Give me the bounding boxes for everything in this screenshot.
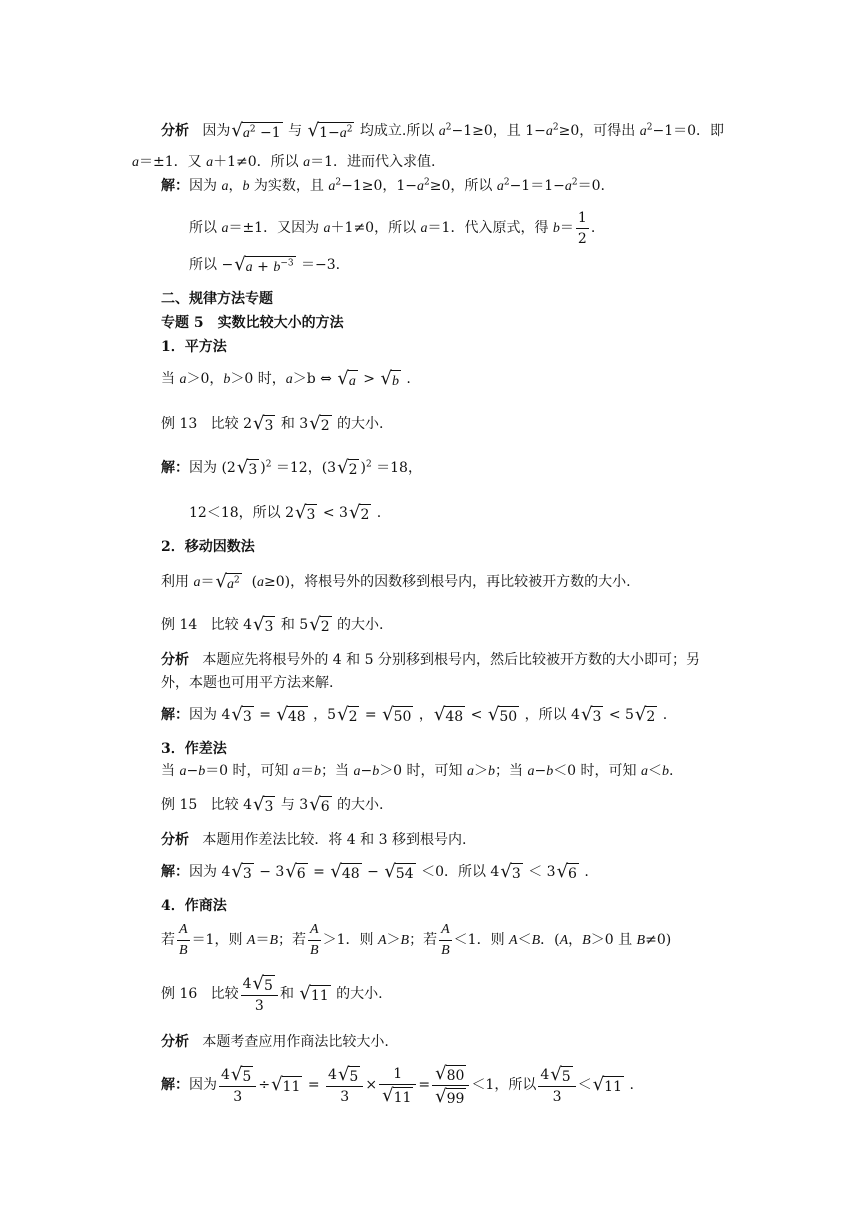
example-13: 例 13 比较 2√3 和 3√2 的大小. xyxy=(161,413,384,434)
method-3-heading: 3．作差法 xyxy=(161,741,227,757)
analysis-line-2: a＝±1．又 a＋1≠0．所以 a＝1．进而代入求值. xyxy=(132,154,436,170)
solution-16: 解：因为 $\frac{4√5}{3}$ ÷√11 = $\frac{4√5}{3}$ × $\frac{1}{√11}$ = $\frac{√80}{√99}$ ＜1，所以 $\frac{4√5}{3}$ ＜√11 . xyxy=(161,1062,634,1107)
analysis-line-1: 分析 因为$√a^2 -1$ 与 $√1-a^2$ 均成立.所以 $a^2-1\ge 0$，且 $1-a^2\ge 0$，可得出 $a^2-1=0$．即 xyxy=(161,120,725,141)
analysis-14-line-2: 外，本题也可用平方法来解. xyxy=(161,675,334,691)
solution-13-line-1: 解：因为 (2√3 )$^2$ ＝12，(3√2 )$^2$ ＝18， xyxy=(161,457,422,478)
solution-line-2: 所以 a＝±1．又因为 a＋1≠0，所以 a＝1．代入原式，得 b＝ $\frac{1}{2}$ . xyxy=(189,209,596,247)
topic-heading: 专题 5 实数比较大小的方法 xyxy=(161,315,344,331)
example-15: 例 15 比较 4√3 与 3√6 的大小. xyxy=(161,794,384,815)
analysis-15: 分析 本题用作差法比较．将 4 和 3 移到根号内. xyxy=(161,832,467,848)
solution-13-line-2: 12＜18，所以 2√3 < 3√2 . xyxy=(189,502,382,523)
method-2-rule: 利用 $a=√a^2$ (a≥0)，将根号外的因数移到根号内，再比较被开方数的大小. xyxy=(161,571,631,592)
solution-line-1: 解：因为 a，b 为实数，且 $a^2-1\ge 0$，$1-a^2\ge 0$，所以 $a^2-1=1-a^2=0$. xyxy=(161,177,605,194)
analysis-16: 分析 本题考查应用作商法比较大小. xyxy=(161,1034,389,1050)
solution-14: 解：因为 4√3 = √48 ，5√2 = √50 ，√48 < √50 ，所以 4√3 < 5√2 . xyxy=(161,704,668,725)
method-4-heading: 4．作商法 xyxy=(161,898,227,914)
method-4-rule: 若 $\frac{A}{B}$ ＝1，则 A＝B；若 $\frac{A}{B}$ ＞1．则 A＞B；若 $\frac{A}{B}$ ＜1．则 A＜B．(A，B＞0 且 B≠0) xyxy=(161,918,671,962)
example-14: 例 14 比较 4√3 和 5√2 的大小. xyxy=(161,614,384,635)
method-3-rule: 当 a−b＝0 时，可知 a＝b；当 a−b＞0 时，可知 a＞b；当 a−b＜0 时，可知 a＜b. xyxy=(161,763,674,779)
method-1-rule: 当 a＞0，b＞0 时，a＞b ⇔ √a > √b . xyxy=(161,368,411,389)
method-1-heading: 1．平方法 xyxy=(161,339,227,355)
section-heading: 二、规律方法专题 xyxy=(161,291,273,307)
solution-line-3: 所以 $-√a + b^{-3} =-3$. xyxy=(189,254,341,275)
analysis-14-line-1: 分析 本题应先将根号外的 4 和 5 分别移到根号内，然后比较被开方数的大小即可；另 xyxy=(161,652,700,668)
example-16: 例 16 比较 $\frac{4√5}{3}$ 和 √11 的大小. xyxy=(161,972,383,1014)
solution-15: 解：因为 4√3 − 3√6 = √48 − √54 ＜0．所以 4√3 ＜ 3√6 . xyxy=(161,861,589,882)
method-2-heading: 2．移动因数法 xyxy=(161,539,255,555)
